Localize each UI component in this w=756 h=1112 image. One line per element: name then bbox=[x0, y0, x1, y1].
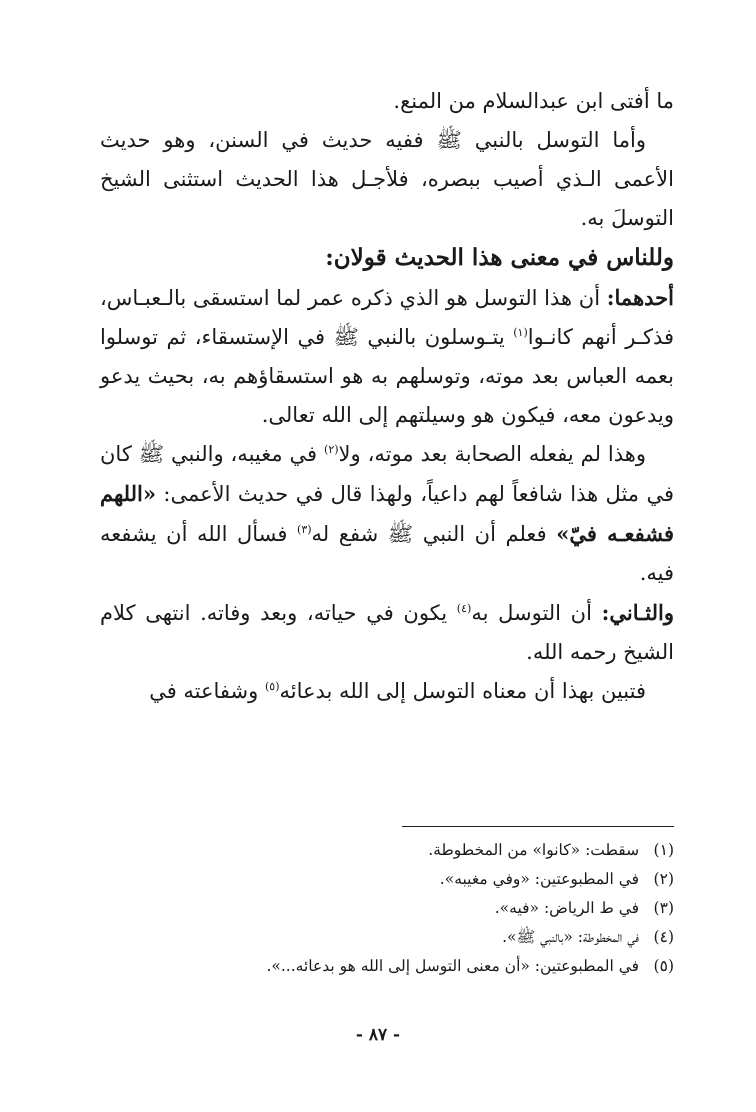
paragraph bbox=[100, 278, 674, 435]
text-run: وهذا لم يفعله الصحابة بعد موته، ولا bbox=[338, 442, 646, 466]
text-run: أن هذا التوسل هو الذي ذكره عمر لما استسقى بالـعبـاس، فذكـر أنهم كانـوا bbox=[100, 286, 675, 349]
footnote-item bbox=[100, 865, 674, 894]
paragraph bbox=[100, 435, 674, 593]
footnote-text: في المطبوعتين: «وفي مغيبه». bbox=[439, 870, 640, 888]
footnote-item bbox=[100, 836, 674, 865]
paragraph bbox=[100, 672, 674, 711]
footnote-reference: (٤) bbox=[456, 602, 472, 615]
text-run: في مغيبه، والنبي ﷺ كان في مثل هذا شافعاً لهم داعياً، ولهذا قال في حديث الأعمى: bbox=[100, 442, 674, 506]
text-run: أن التوسل به bbox=[471, 601, 602, 625]
text-run: فسأل الله أن يشفعه فيه. bbox=[100, 522, 674, 585]
footnote-number: (٥) bbox=[653, 957, 674, 975]
footnote-reference: (٢) bbox=[324, 443, 339, 456]
footnote-item bbox=[100, 894, 674, 923]
footnotes bbox=[100, 836, 674, 981]
footnote-number: (٣) bbox=[653, 899, 674, 917]
text-run: فتبين بهذا أن معناه التوسل إلى الله بدعائه bbox=[279, 679, 646, 703]
footnote-number: (٢) bbox=[653, 870, 674, 888]
footnote-text: في ط الرياض: «فيه». bbox=[494, 899, 640, 917]
footnote-reference: (٣) bbox=[297, 523, 312, 536]
footnote-text: سقطت: «كانوا» من المخطوطة. bbox=[428, 841, 640, 859]
page-number: - ٨٧ - bbox=[355, 1025, 401, 1045]
footnote-reference: (١) bbox=[513, 326, 528, 339]
main-text bbox=[100, 82, 674, 711]
section-heading: وللناس في معنى هذا الحديث قولان: bbox=[325, 244, 674, 271]
footnote-divider bbox=[402, 826, 674, 827]
footnote-item bbox=[100, 952, 674, 981]
text-run: فعلم أن النبي ﷺ شفع له bbox=[311, 522, 557, 546]
footnote-item bbox=[100, 923, 674, 952]
footnote-text: في المطبوعتين: «أن معنى التوسل إلى الله هو بدعائه...». bbox=[266, 957, 640, 975]
text-run: وشفاعته في bbox=[149, 679, 265, 703]
paragraph: ما أفتى ابن عبدالسلام من المنع. bbox=[393, 89, 674, 113]
text-run: يكون في حياته، وبعد وفاته. انتهى كلام الشيخ رحمه الله. bbox=[100, 601, 674, 664]
footnote-number: (١) bbox=[653, 841, 674, 859]
footnote-reference: (٥) bbox=[264, 680, 280, 693]
footnote-text: في المخطوطة: «بالنبي ﷺ». bbox=[502, 928, 640, 946]
paragraph bbox=[100, 593, 674, 672]
paragraph-lead: أحدهما: bbox=[606, 285, 674, 310]
hadith-quote: «اللهم فشفعـه فيّ» bbox=[100, 481, 675, 546]
paragraph: وأما التوسل بالنبي ﷺ ففيه حديث في السنن، وهو حديث الأعمى الـذي أصيب ببصره، فلأجـل هذا الحديث استثنى الشيخ التوسلَ به. bbox=[100, 128, 674, 230]
footnote-number: (٤) bbox=[653, 928, 674, 946]
text-run: يتـوسلون بالنبي ﷺ في الإستسقاء، ثم توسلوا بعمه العباس بعد موته، وتوسلهم به هو استسقاؤهم به، بحيث يدعو ويدعون معه، فيكون هو وسيلتهم إلى الله تعالى. bbox=[100, 325, 674, 427]
paragraph-lead: والثـاني: bbox=[601, 600, 674, 625]
